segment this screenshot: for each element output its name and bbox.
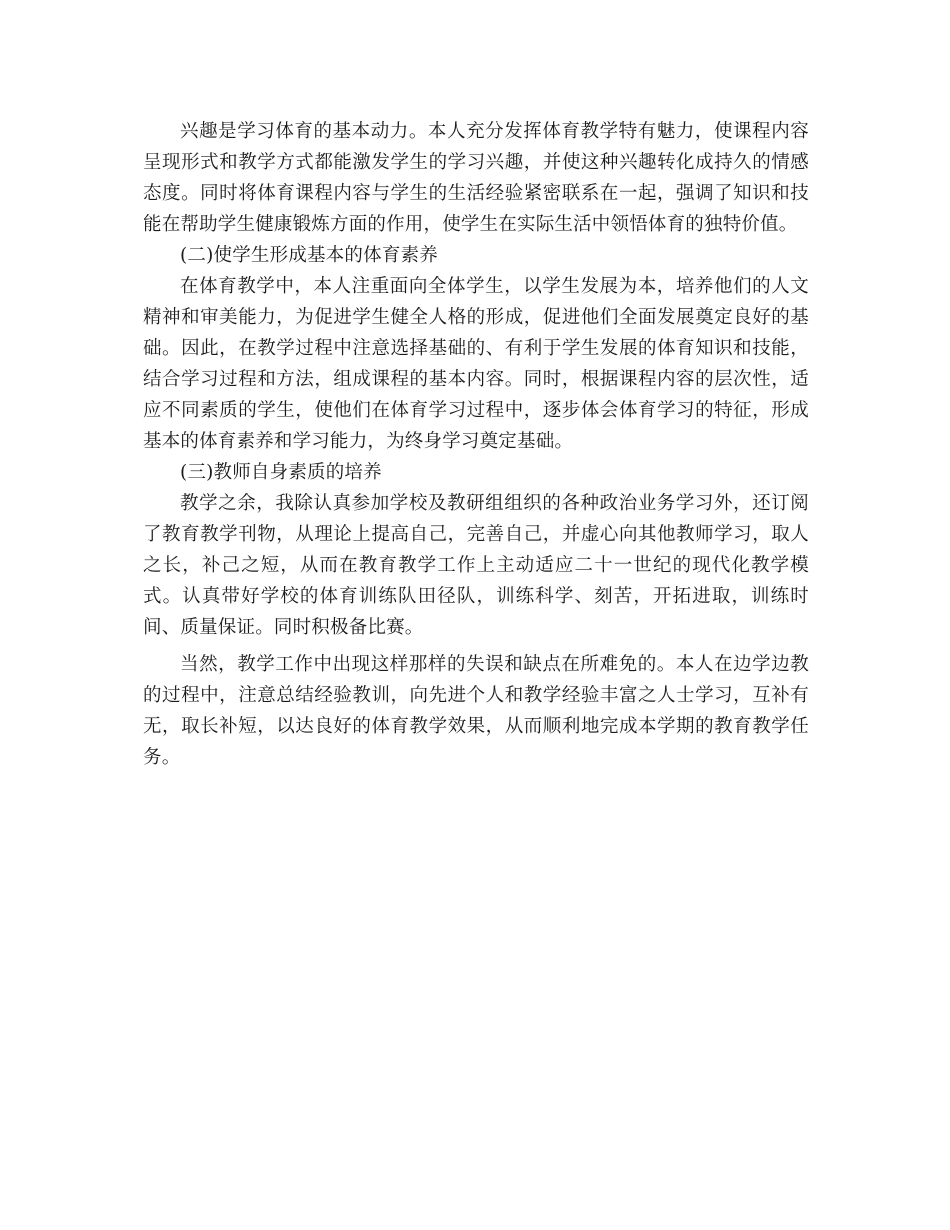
section-heading-2: (二)使学生形成基本的体育素养 bbox=[180, 245, 438, 266]
paragraph-conclusion: 当然，教学工作中出现这样那样的失误和缺点在所难免的。本人在边学边教的过程中，注意总结经验教训，向先进个人和教学经验丰富之人士学习，互补有无，取长补短，以达良好的体育教学效果，从而顺利地完成本学期的教育教学任务。 bbox=[143, 654, 809, 768]
document-body bbox=[143, 116, 809, 773]
paragraph-literacy: 在体育教学中，本人注重面向全体学生，以学生发展为本，培养他们的人文精神和审美能力，为促进学生健全人格的形成，促进他们全面发展奠定良好的基础。因此，在教学过程中注意选择基础的、有利于学生发展的体育知识和技能，结合学习过程和方法，组成课程的基本内容。同时，根据课程内容的层次性，适应不同素质的学生，使他们在体育学习过程中，逐步体会体育学习的特征，形成基本的体育素养和学习能力，为终身学习奠定基础。 bbox=[143, 276, 809, 452]
section-heading-3: (三)教师自身素质的培养 bbox=[180, 462, 382, 483]
paragraph-teacher-quality: 教学之余，我除认真参加学校及教研组组织的各种政治业务学习外，还订阅了教育教学刊物，从理论上提高自己，完善自己，并虚心向其他教师学习，取人之长，补己之短，从而在教育教学工作上主动适应二十一世纪的现代化教学模式。认真带好学校的体育训练队田径队，训练科学、刻苦，开拓进取，训练时间、质量保证。同时积极备比赛。 bbox=[143, 493, 809, 638]
paragraph-interest: 兴趣是学习体育的基本动力。本人充分发挥体育教学特有魅力，使课程内容呈现形式和教学方式都能激发学生的学习兴趣，并使这种兴趣转化成持久的情感态度。同时将体育课程内容与学生的生活经验紧密联系在一起，强调了知识和技能在帮助学生健康锻炼方面的作用，使学生在实际生活中领悟体育的独特价值。 bbox=[143, 121, 809, 235]
